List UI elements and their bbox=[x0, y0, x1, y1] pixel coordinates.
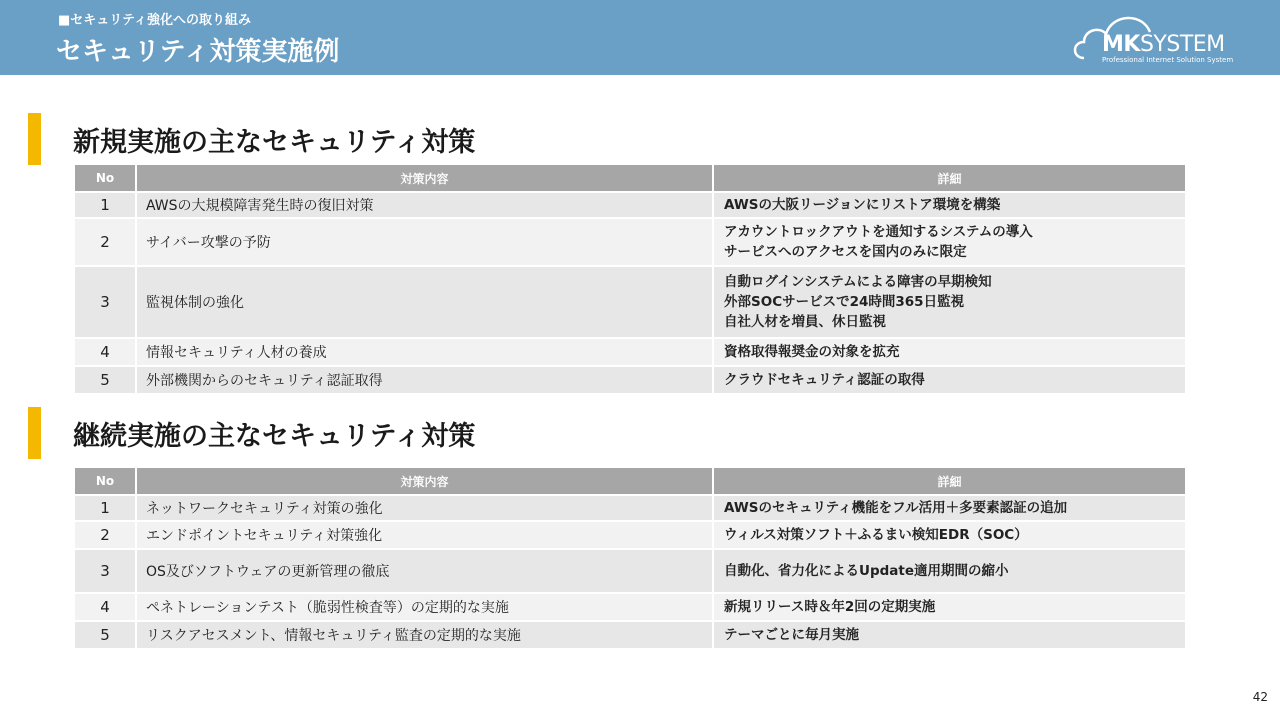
measure-cell: 外部機関からのセキュリティ認証取得 bbox=[137, 365, 714, 393]
slide-header bbox=[0, 0, 1280, 75]
row-number: 4 bbox=[75, 592, 137, 620]
measure-cell: ネットワークセキュリティ対策の強化 bbox=[137, 494, 714, 520]
logo-mk: MK bbox=[1102, 32, 1140, 57]
row-number: 1 bbox=[75, 191, 137, 217]
row-number: 2 bbox=[75, 217, 137, 265]
section-title-continued: 継続実施の主なセキュリティ対策 bbox=[73, 421, 476, 452]
measure-cell: AWSの大規模障害発生時の復旧対策 bbox=[137, 191, 714, 217]
detail-line: 自動化、省力化によるUpdate適用期間の縮小 bbox=[724, 563, 1009, 579]
company-logo bbox=[1070, 6, 1245, 70]
table-row bbox=[75, 191, 1185, 217]
col-detail: 詳細 bbox=[714, 468, 1185, 494]
measure-cell: 監視体制の強化 bbox=[137, 265, 714, 337]
table-row bbox=[75, 548, 1185, 592]
logo-tagline: Professional Internet Solution System bbox=[1102, 56, 1234, 64]
detail-line: AWSの大阪リージョンにリストア環境を構築 bbox=[724, 197, 1001, 213]
section-accent-bar bbox=[28, 407, 41, 459]
detail-line: ウィルス対策ソフト＋ふるまい検知EDR（SOC） bbox=[724, 527, 1028, 543]
detail-cell bbox=[714, 548, 1185, 592]
logo-wordmark bbox=[1102, 32, 1225, 57]
col-no: No bbox=[75, 468, 137, 494]
measure-cell: OS及びソフトウェアの更新管理の徹底 bbox=[137, 548, 714, 592]
measure-cell: 情報セキュリティ人材の養成 bbox=[137, 337, 714, 365]
detail-cell bbox=[714, 592, 1185, 620]
page-title: セキュリティ対策実施例 bbox=[56, 37, 340, 67]
table-row bbox=[75, 265, 1185, 337]
section-accent-bar bbox=[28, 113, 41, 165]
table-row bbox=[75, 620, 1185, 648]
measure-cell: リスクアセスメント、情報セキュリティ監査の定期的な実施 bbox=[137, 620, 714, 648]
logo-system: SYSTEM bbox=[1139, 32, 1225, 57]
row-number: 3 bbox=[75, 265, 137, 337]
measure-cell: サイバー攻撃の予防 bbox=[137, 217, 714, 265]
row-number: 2 bbox=[75, 520, 137, 548]
row-number: 4 bbox=[75, 337, 137, 365]
continued-measures-table bbox=[75, 468, 1185, 648]
section-title-new: 新規実施の主なセキュリティ対策 bbox=[73, 127, 476, 158]
new-measures-table bbox=[75, 165, 1185, 393]
row-number: 3 bbox=[75, 548, 137, 592]
detail-cell bbox=[714, 494, 1185, 520]
detail-cell bbox=[714, 265, 1185, 337]
detail-line: クラウドセキュリティ認証の取得 bbox=[724, 372, 925, 388]
table-row bbox=[75, 494, 1185, 520]
col-no: No bbox=[75, 165, 137, 191]
measure-cell: ペネトレーションテスト（脆弱性検査等）の定期的な実施 bbox=[137, 592, 714, 620]
table-row bbox=[75, 520, 1185, 548]
col-measure: 対策内容 bbox=[137, 468, 714, 494]
detail-cell bbox=[714, 217, 1185, 265]
detail-line: サービスへのアクセスを国内のみに限定 bbox=[724, 244, 967, 260]
detail-line: AWSのセキュリティ機能をフル活用＋多要素認証の追加 bbox=[724, 500, 1068, 516]
detail-line: 資格取得報奨金の対象を拡充 bbox=[724, 344, 900, 360]
table-row bbox=[75, 217, 1185, 265]
detail-line: アカウントロックアウトを通知するシステムの導入 bbox=[724, 224, 1033, 240]
col-measure: 対策内容 bbox=[137, 165, 714, 191]
detail-line: 外部SOCサービスで24時間365日監視 bbox=[724, 294, 965, 310]
row-number: 1 bbox=[75, 494, 137, 520]
table-row bbox=[75, 592, 1185, 620]
detail-line: 自動ログインシステムによる障害の早期検知 bbox=[724, 274, 992, 290]
col-detail: 詳細 bbox=[714, 165, 1185, 191]
detail-line: テーマごとに毎月実施 bbox=[724, 627, 859, 643]
page-number: 42 bbox=[1252, 690, 1268, 704]
row-number: 5 bbox=[75, 620, 137, 648]
measure-cell: エンドポイントセキュリティ対策強化 bbox=[137, 520, 714, 548]
row-number: 5 bbox=[75, 365, 137, 393]
detail-cell bbox=[714, 191, 1185, 217]
table-row bbox=[75, 337, 1185, 365]
table-row bbox=[75, 365, 1185, 393]
detail-cell bbox=[714, 365, 1185, 393]
detail-cell bbox=[714, 620, 1185, 648]
breadcrumb: ■セキュリティ強化への取り組み bbox=[58, 13, 251, 28]
detail-cell bbox=[714, 520, 1185, 548]
detail-line: 自社人材を増員、休日監視 bbox=[724, 314, 886, 330]
detail-line: 新規リリース時＆年2回の定期実施 bbox=[724, 599, 936, 615]
detail-cell bbox=[714, 337, 1185, 365]
